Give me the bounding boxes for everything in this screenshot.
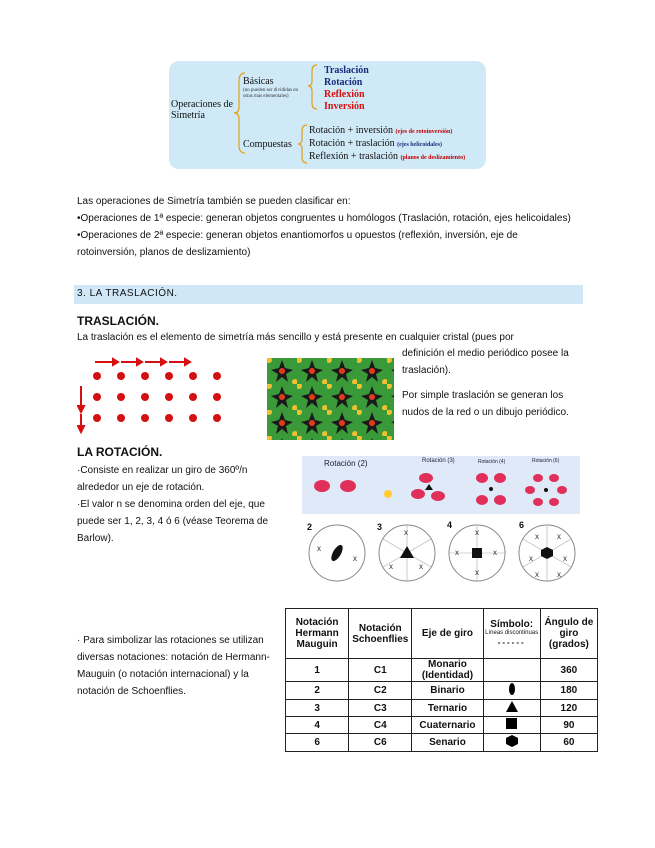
circle-label-4: 4 [447,520,453,530]
table-row: 4 C4 Cuaternario 90 [286,717,598,734]
diagram-op-inversion: Inversión [324,101,365,112]
rotation-circle-marks: x x x x x x x x x x x x x x x [317,528,567,579]
table-row: 6 C6 Senario 60 [286,734,598,752]
notation-text: · Para simbolizar las rotaciones se utilizan diversas notaciones: notación de Hermann-Mauguin (o notación internacional) y la notación de Schoenflies. [77,635,270,697]
th-sch: Notación Schoenflies [349,609,412,659]
diagram-basicas: Básicas [243,76,274,87]
traslacion-line1: La traslación es el elemento de simetría más sencillo y está presente en cualquier cristal (pues por [77,332,514,343]
rotacion-p2: ·El valor n se denomina orden del eje, que puede ser 1, 2, 3, 4 ó 6 (véase Teorema de Barlow). [77,499,269,544]
rotacion-heading: LA ROTACIÓN. [77,445,163,459]
hexagon-symbol-icon [483,734,540,752]
th-eje: Eje de giro [412,609,483,659]
traslacion-heading: TRASLACIÓN. [77,314,159,328]
diagram-op-traslacion: Traslación [324,65,369,76]
rotation-label-6: Rotación (6) [532,458,560,464]
diagram-compound-2: Rotación + traslación (ejes helicoidales) [309,138,442,149]
th-simbolo: Símbolo: Líneas discontinuas ------ [483,609,540,659]
th-hm: Notación Hermann Mauguin [286,609,349,659]
diagram-compound-1: Rotación + inversión (ejes de rotoinversión) [309,125,453,136]
intro-bullet1: •Operaciones de 1ª especie: generan objetos congruentes u homólogos (Traslación, rotación, ejes helicoidales) [77,213,571,224]
section-title: 3. LA TRASLACIÓN. [77,288,178,299]
intro-bullet2: •Operaciones de 2ª especie: generan objetos enantiomorfos u opuestos (reflexión, inversión, eje de rotoinversión, planos de deslizamiento) [77,230,518,258]
circle-label-2: 2 [307,522,313,532]
ellipse-symbol-icon [483,682,540,700]
traslacion-line3: Por simple traslación se generan los nudos de la red o un dibujo periódico. [402,390,569,418]
rotacion-p1: ·Consiste en realizar un giro de 360º/n alrededor un eje de rotación. [77,465,248,493]
rotation-label-3: Rotación (3) [422,458,455,464]
diagram-op-rotacion: Rotación [324,77,363,88]
diagram-compuestas: Compuestas [243,139,292,150]
notation-table [285,608,598,752]
circle-label-6: 6 [519,520,525,530]
th-angulo: Ángulo de giro (grados) [540,609,597,659]
table-row: 1 C1 Monario (Identidad) 360 [286,659,598,682]
intro-text [77,193,577,261]
rotation-hands-image [302,456,580,514]
rotation-label-2: Rotación (2) [324,459,368,468]
periodic-pattern-image [267,358,394,440]
section-bar [74,285,583,304]
symmetry-operations-diagram [169,61,486,169]
diagram-op-reflexion: Reflexión [324,89,365,100]
square-symbol-icon [483,717,540,734]
diagram-basicas-note: (no pueden ser divididas en otras más elementales) [243,88,298,99]
triangle-symbol-icon [483,700,540,717]
rotation-label-4: Rotación (4) [478,459,506,465]
lattice-figure [77,356,247,436]
table-row: 2 C2 Binario 180 [286,682,598,700]
table-row: 3 C3 Ternario 120 [286,700,598,717]
traslacion-line2: definición el medio periódico posee la traslación). [402,348,569,376]
symbol-none [483,659,540,682]
intro-line1: Las operaciones de Simetría también se pueden clasificar en: [77,196,351,207]
diagram-root: Operaciones de Simetría [171,99,233,121]
diagram-compound-3: Reflexión + traslación (planos de deslizamiento) [309,151,466,162]
circle-label-3: 3 [377,522,383,532]
